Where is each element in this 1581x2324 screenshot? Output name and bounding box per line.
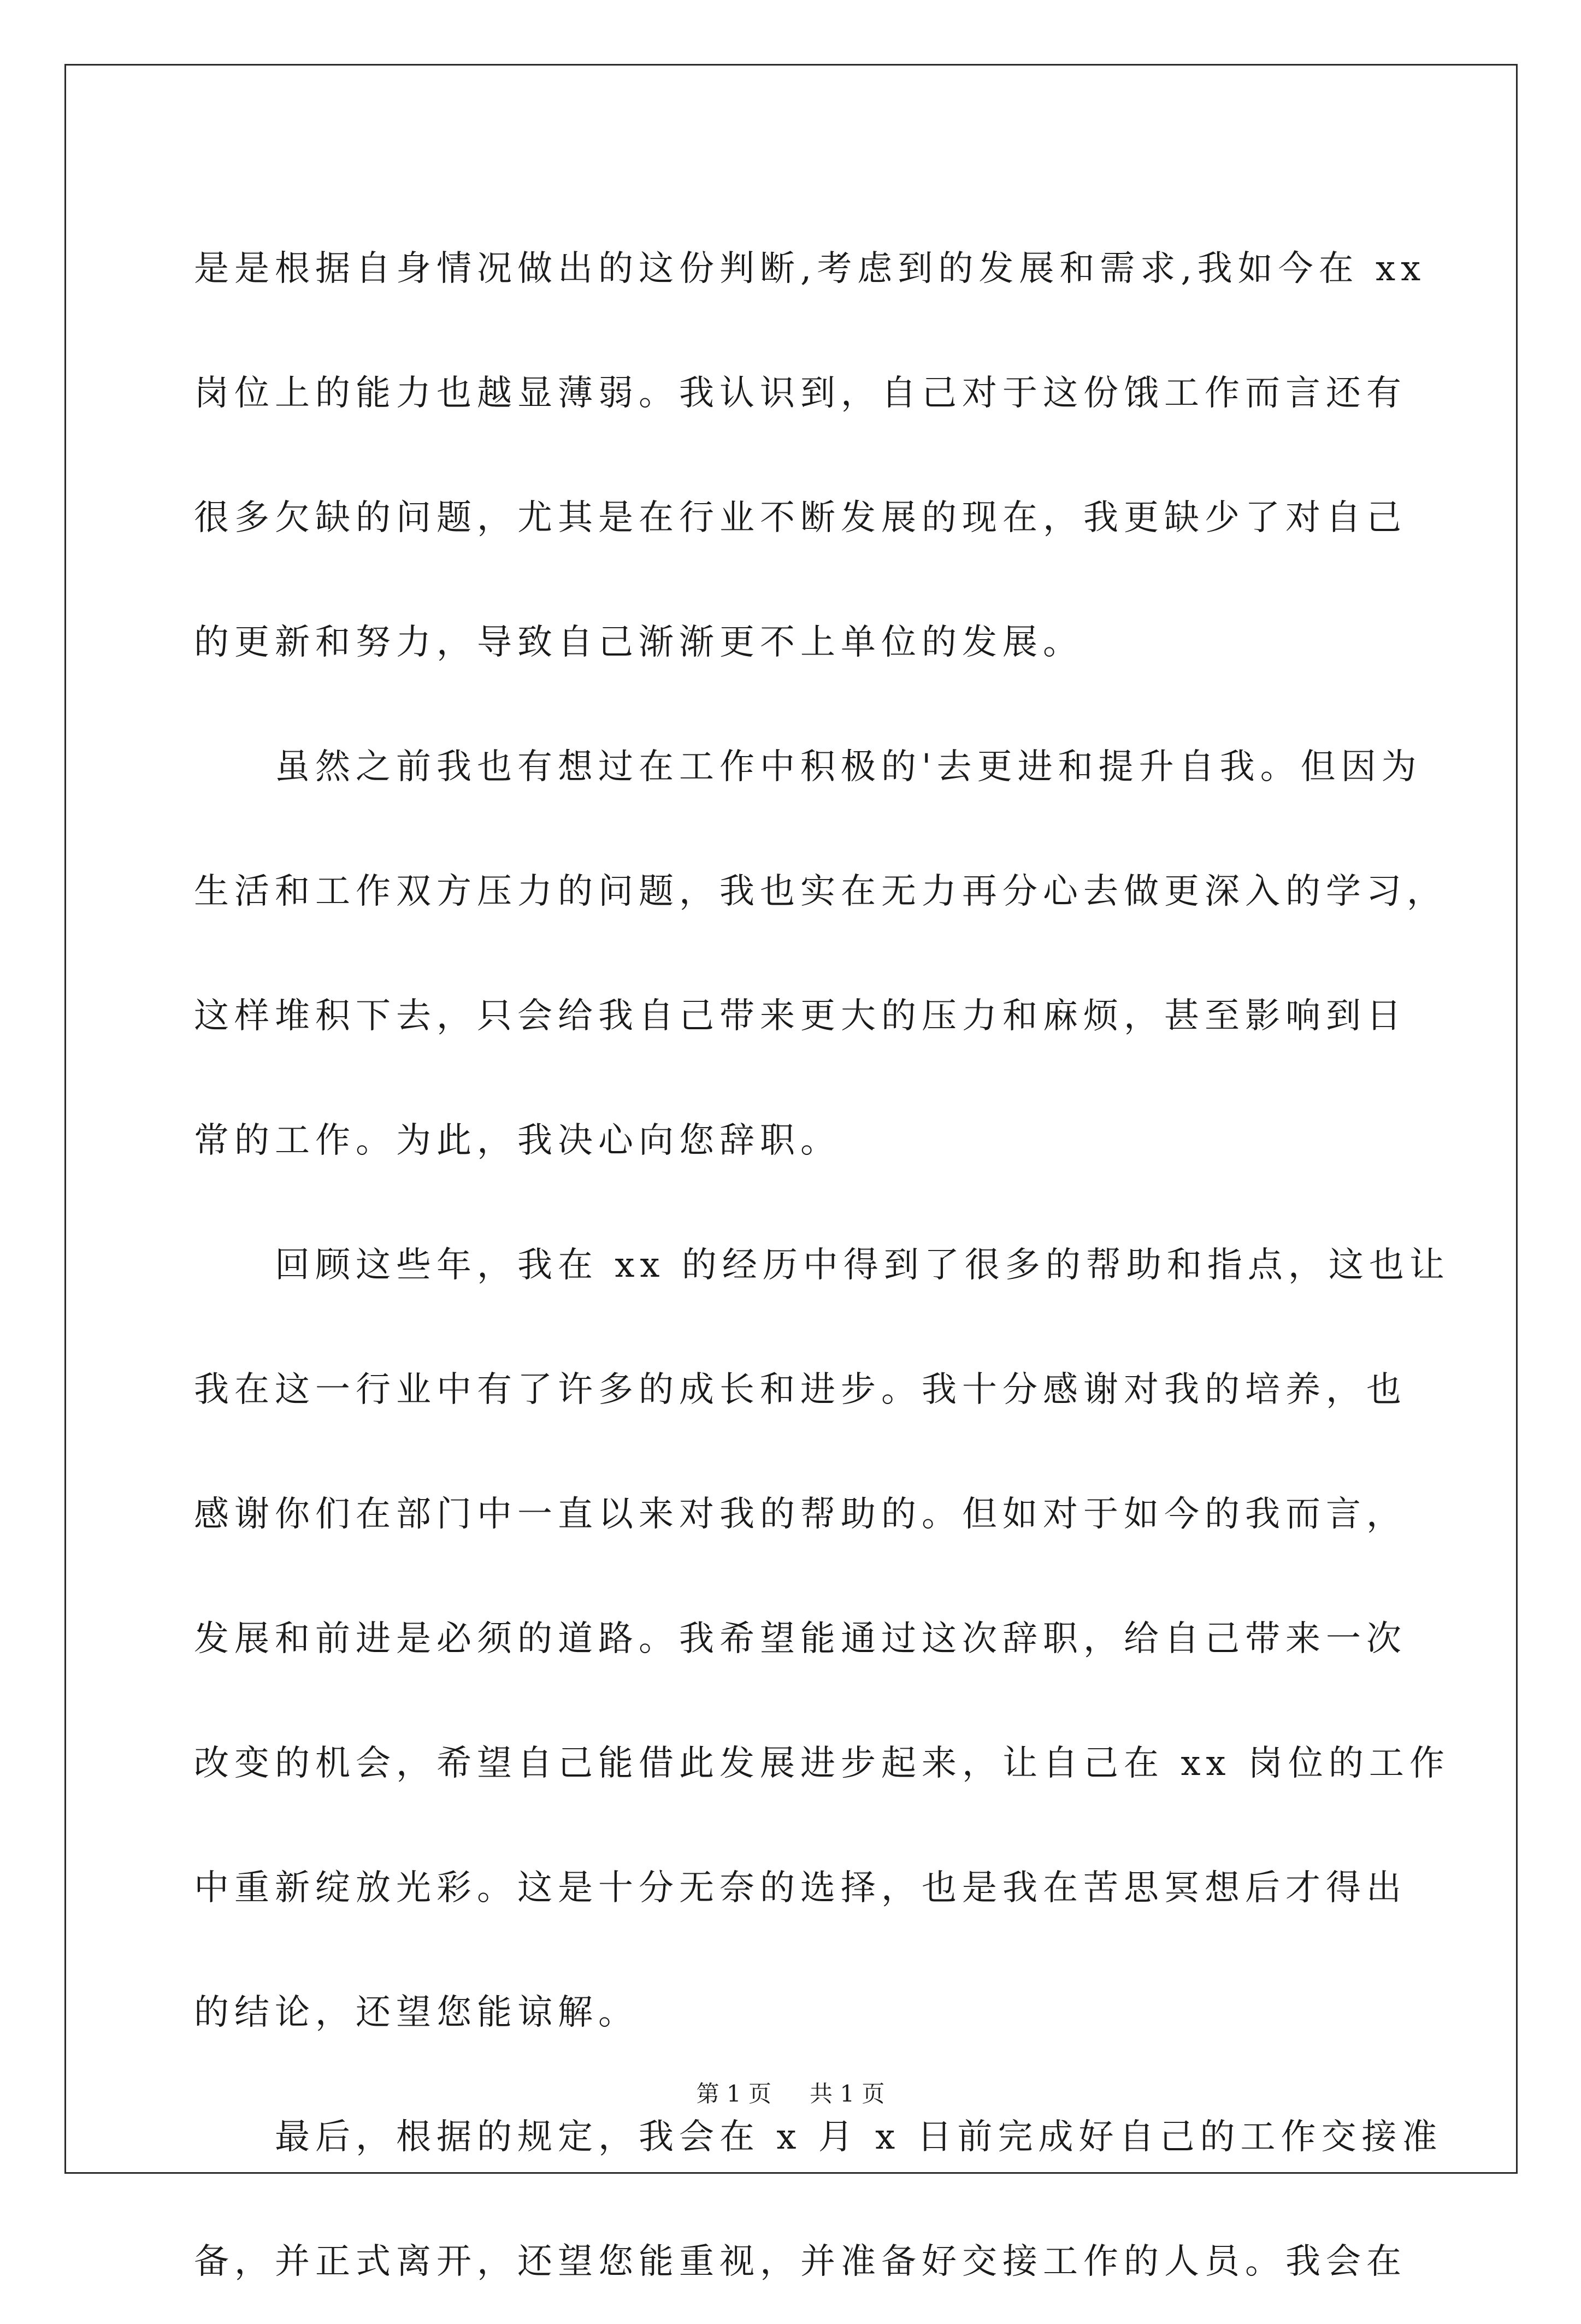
text-line-4: 的更新和努力，导致自己渐渐更不上单位的发展。: [194, 622, 1083, 663]
text-line-15: 的结论，还望您能谅解。: [194, 1992, 639, 2033]
text-line-10: 我在这一行业中有了许多的成长和进步。我十分感谢对我的培养，也: [194, 1370, 1407, 1410]
page-number-total: 共 1 页: [810, 2080, 885, 2107]
text-line-6: 生活和工作双方压力的问题，我也实在无力再分心去做更深入的学习，: [194, 871, 1447, 912]
text-line-7: 这样堆积下去，只会给我自己带来更大的压力和麻烦，甚至影响到日: [194, 996, 1407, 1036]
page-footer: [0, 2080, 1581, 2108]
text-line-13: 改变的机会，希望自己能借此发展进步起来，让自己在 xx 岗位的工作: [194, 1743, 1450, 1784]
text-line-12: 发展和前进是必须的道路。我希望能通过这次辞职，给自己带来一次: [194, 1619, 1407, 1659]
text-line-1: 是是根据自身情况做出的这份判断,考虑到的发展和需求,我如今在 xx: [194, 249, 1426, 289]
text-line-2: 岗位上的能力也越显薄弱。我认识到，自己对于这份饿工作而言还有: [194, 373, 1407, 414]
text-line-5: 虽然之前我也有想过在工作中积极的'去更进和提升自我。但因为: [275, 747, 1422, 787]
text-line-17: 备，并正式离开，还望您能重视，并准备好交接工作的人员。我会在: [194, 2242, 1407, 2282]
page-number-current: 第 1 页: [696, 2080, 771, 2107]
text-line-9: 回顾这些年，我在 xx 的经历中得到了很多的帮助和指点，这也让: [275, 1245, 1450, 1285]
document-body: [194, 207, 1450, 2324]
text-line-11: 感谢你们在部门中一直以来对我的帮助的。但如对于如今的我而言，: [194, 1494, 1407, 1535]
text-line-16: 最后，根据的规定，我会在 x 月 x 日前完成好自己的工作交接准: [275, 2117, 1443, 2157]
text-line-8: 常的工作。为此，我决心向您辞职。: [194, 1120, 841, 1161]
text-line-3: 很多欠缺的问题，尤其是在行业不断发展的现在，我更缺少了对自己: [194, 498, 1407, 538]
text-line-14: 中重新绽放光彩。这是十分无奈的选择，也是我在苦思冥想后才得出: [194, 1868, 1407, 1908]
